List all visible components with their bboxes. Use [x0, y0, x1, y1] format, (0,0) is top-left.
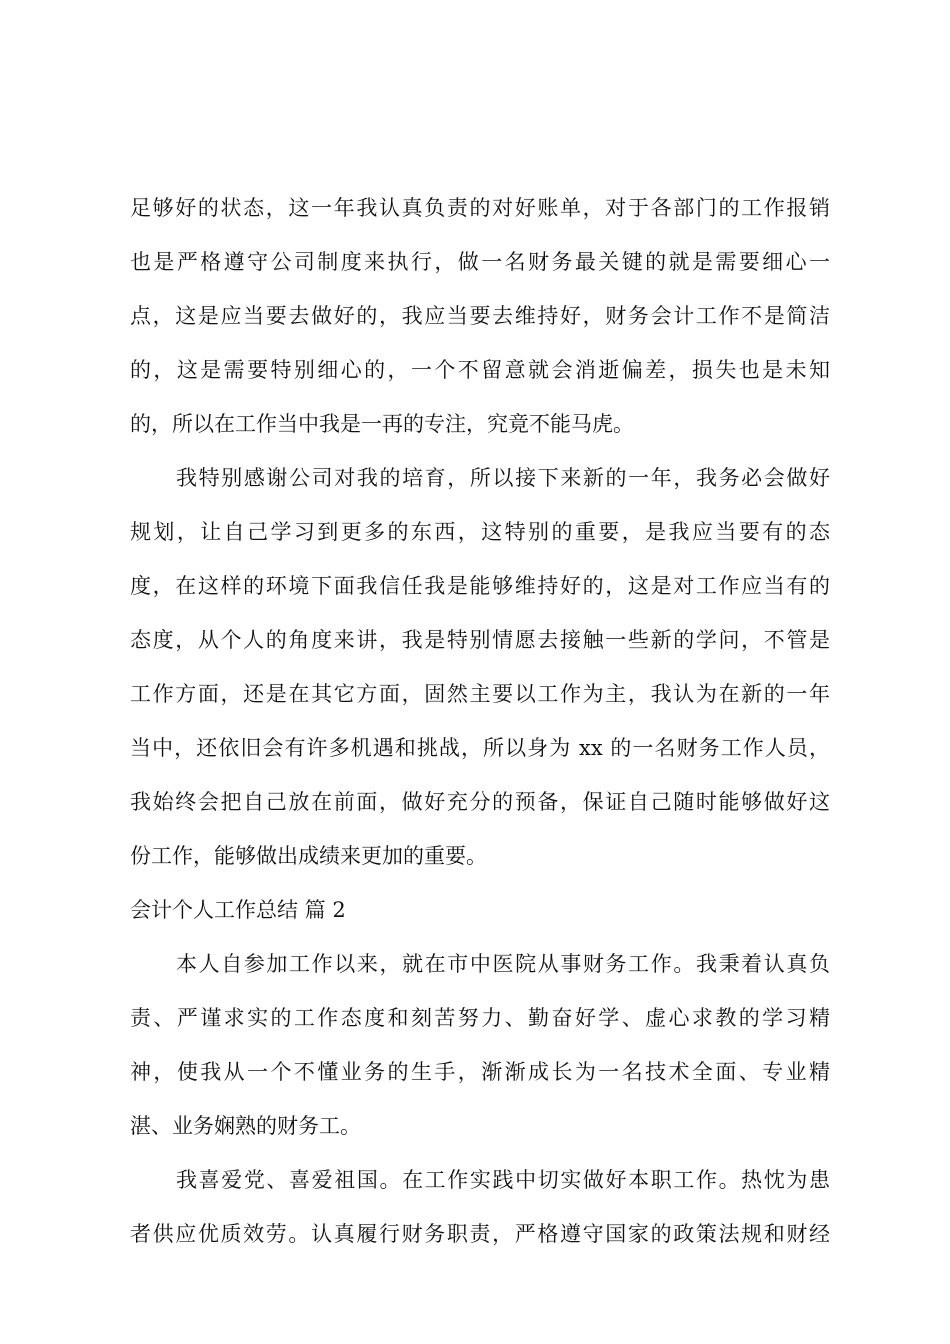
- paragraph-3-line-3: 神，使我从一个不懂业务的生手，渐渐成长为一名技术全面、专业精: [130, 1060, 830, 1084]
- paragraph-2-line-1: 我特别感谢公司对我的培育，所以接下来新的一年，我务必会做好: [176, 466, 830, 490]
- paragraph-2-line-4: 态度，从个人的角度来讲，我是特别情愿去接触一些新的学问，不管是: [130, 628, 830, 652]
- paragraph-1-line-5: 的，所以在工作当中我是一再的专注，究竟不能马虎。: [130, 412, 634, 436]
- paragraph-2-line-3: 度，在这样的环境下面我信任我是能够维持好的，这是对工作应当有的: [130, 574, 830, 598]
- paragraph-1-line-2: 也是严格遵守公司制度来执行，做一名财务最关键的就是需要细心一: [130, 250, 830, 274]
- paragraph-1-line-1: 足够好的状态，这一年我认真负责的对好账单，对于各部门的工作报销: [130, 196, 830, 220]
- paragraph-1-line-4: 的，这是需要特别细心的，一个不留意就会消逝偏差，损失也是未知: [130, 358, 830, 382]
- paragraph-2-line-2: 规划，让自己学习到更多的东西，这特别的重要，是我应当要有的态: [130, 520, 830, 544]
- paragraph-3-line-2: 责、严谨求实的工作态度和刻苦努力、勤奋好学、虚心求教的学习精: [130, 1006, 830, 1030]
- section-heading: 会计个人工作总结 篇 2: [130, 898, 346, 922]
- paragraph-3-line-4: 湛、业务娴熟的财务工。: [130, 1114, 361, 1138]
- paragraph-2-line-5: 工作方面，还是在其它方面，固然主要以工作为主，我认为在新的一年: [130, 682, 830, 706]
- paragraph-2-line-7: 我始终会把自己放在前面，做好充分的预备，保证自己随时能够做好这: [130, 790, 830, 814]
- paragraph-4-line-2: 者供应优质效劳。认真履行财务职责，严格遵守国家的政策法规和财经: [130, 1222, 830, 1246]
- paragraph-2-line-8: 份工作，能够做出成绩来更加的重要。: [130, 844, 487, 868]
- paragraph-4-line-1: 我喜爱党、喜爱祖国。在工作实践中切实做好本职工作。热忱为患: [176, 1168, 830, 1192]
- paragraph-3-line-1: 本人自参加工作以来，就在市中医院从事财务工作。我秉着认真负: [176, 952, 830, 976]
- paragraph-1-line-3: 点，这是应当要去做好的，我应当要去维持好，财务会计工作不是简洁: [130, 304, 830, 328]
- paragraph-2-line-6: 当中，还依旧会有许多机遇和挑战，所以身为 xx 的一名财务工作人员，: [130, 736, 830, 760]
